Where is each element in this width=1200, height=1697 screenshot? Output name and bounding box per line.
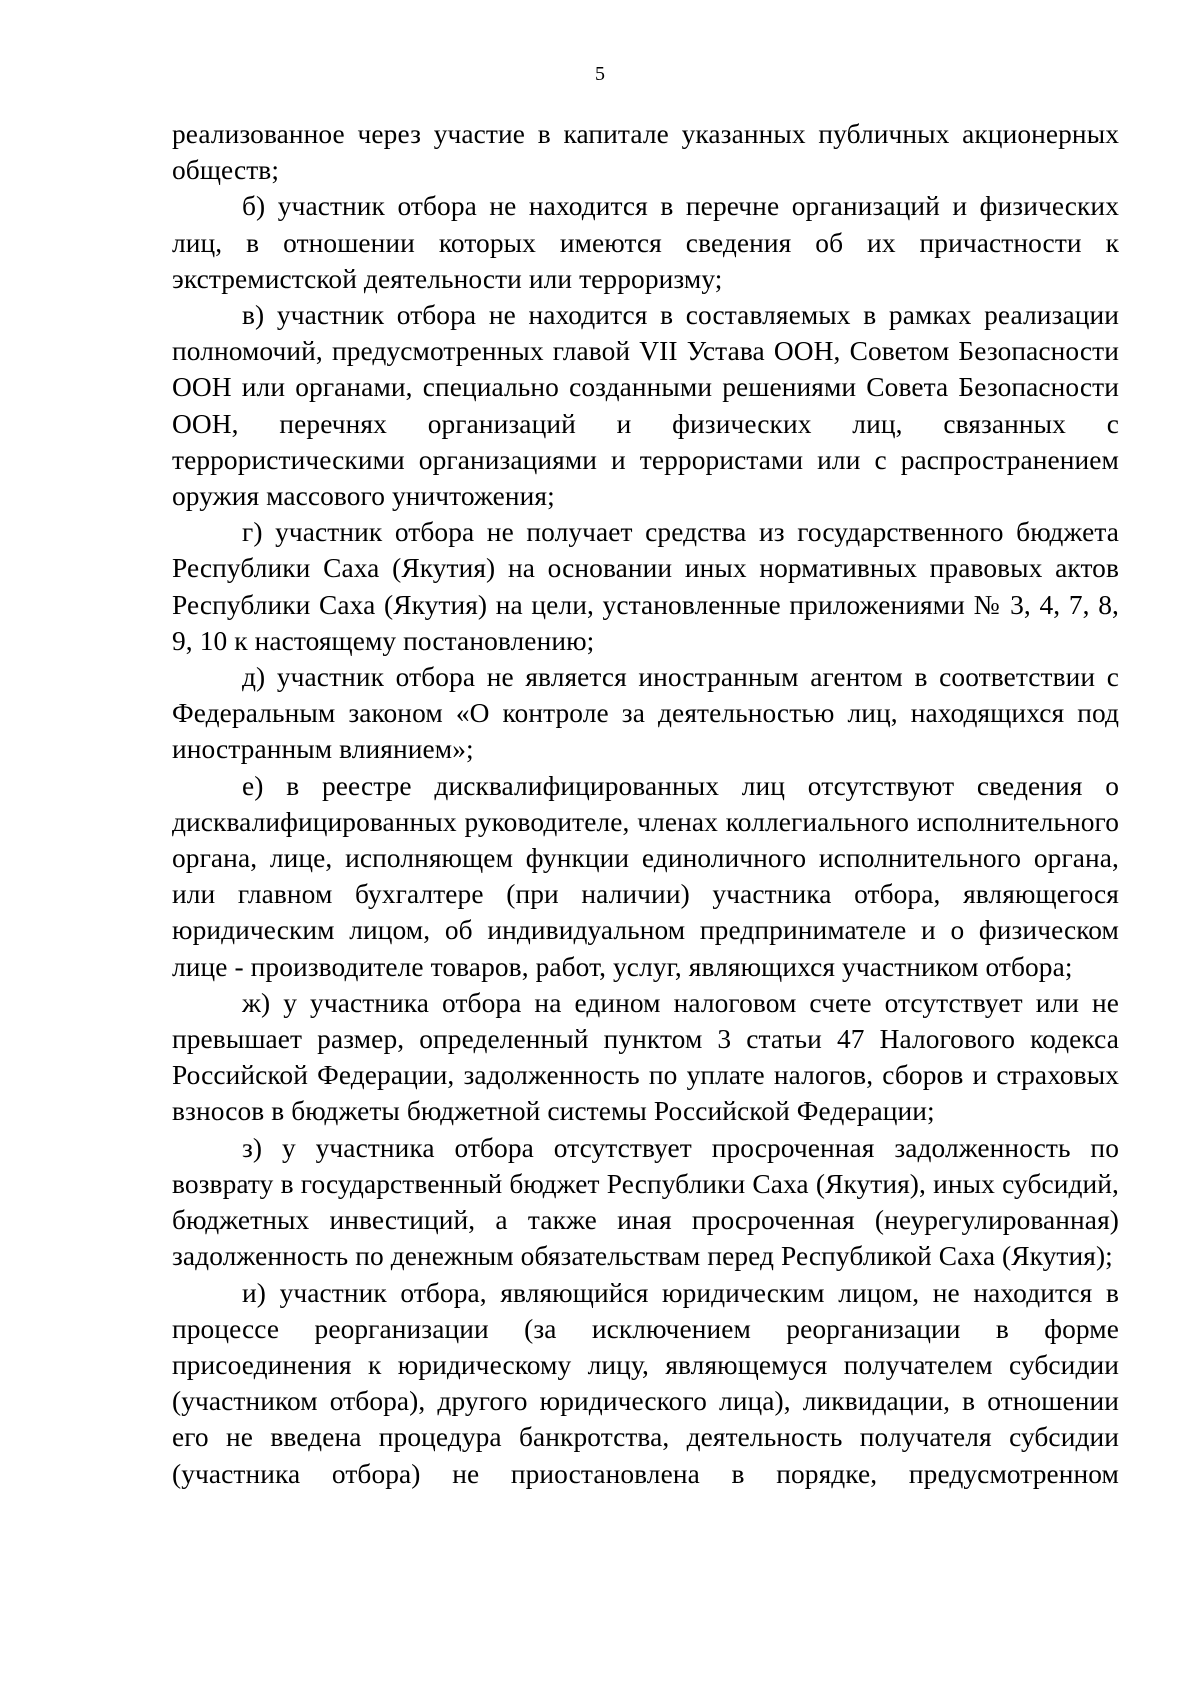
paragraph-item-v: в) участник отбора не находится в составляемых в рамках реализации полномочий, предусмотренных главой VII Устава ООН, Советом Безопасности ООН или органами, специально созданными решениями Совета Безопасности ООН, перечнях организаций и физических лиц, связанных с террористическими организациями и террористами или с распространением оружия массового уничтожения; xyxy=(172,300,1119,512)
paragraph-item-e: е) в реестре дисквалифицированных лиц отсутствуют сведения о дисквалифицированных руководителе, членах коллегиального исполнительного органа, лице, исполняющем функции единоличного исполнительного органа, или главном бухгалтере (при наличии) участника отбора, являющегося юридическим лицом, об индивидуальном предпринимателе и о физическом лице - производителе товаров, работ, услуг, являющихся участником отбора; xyxy=(172,770,1119,982)
paragraph-continuation: реализованное через участие в капитале указанных публичных акционерных обществ; xyxy=(172,119,1119,186)
document-body xyxy=(172,116,1119,1492)
paragraph-item-i: и) участник отбора, являющийся юридическим лицом, не находится в процессе реорганизации (за исключением реорганизации в форме присоединения к юридическому лицу, являющемуся получателем субсидии (участником отбора), другого юридического лица), ликвидации, в отношении его не введена процедура банкротства, деятельность получателя субсидии (участника отбора) не приостановлена в порядке, предусмотренном xyxy=(172,1277,1119,1489)
paragraph-item-zh: ж) у участника отбора на едином налоговом счете отсутствует или не превышает размер, определенный пунктом 3 статьи 47 Налогового кодекса Российской Федерации, задолженность по уплате налогов, сборов и страховых взносов в бюджеты бюджетной системы Российской Федерации; xyxy=(172,987,1119,1127)
paragraph-item-g: г) участник отбора не получает средства из государственного бюджета Республики Саха (Якутия) на основании иных нормативных правовых актов Республики Саха (Якутия) на цели, установленные приложениями № 3, 4, 7, 8, 9, 10 к настоящему постановлению; xyxy=(172,517,1119,656)
page-number: 5 xyxy=(595,63,605,85)
paragraph-item-z: з) у участника отбора отсутствует просроченная задолженность по возврату в государственный бюджет Республики Саха (Якутия), иных субсидий, бюджетных инвестиций, а также иная просроченная (неурегулированная) задолженность по денежным обязательствам перед Республикой Саха (Якутия); xyxy=(172,1132,1119,1272)
paragraph-item-d: д) участник отбора не является иностранным агентом в соответствии с Федеральным законом «О контроле за деятельностью лиц, находящихся под иностранным влиянием»; xyxy=(172,662,1119,765)
paragraph-item-b: б) участник отбора не находится в перечне организаций и физических лиц, в отношении которых имеются сведения об их причастности к экстремистской деятельности или терроризму; xyxy=(172,191,1119,294)
